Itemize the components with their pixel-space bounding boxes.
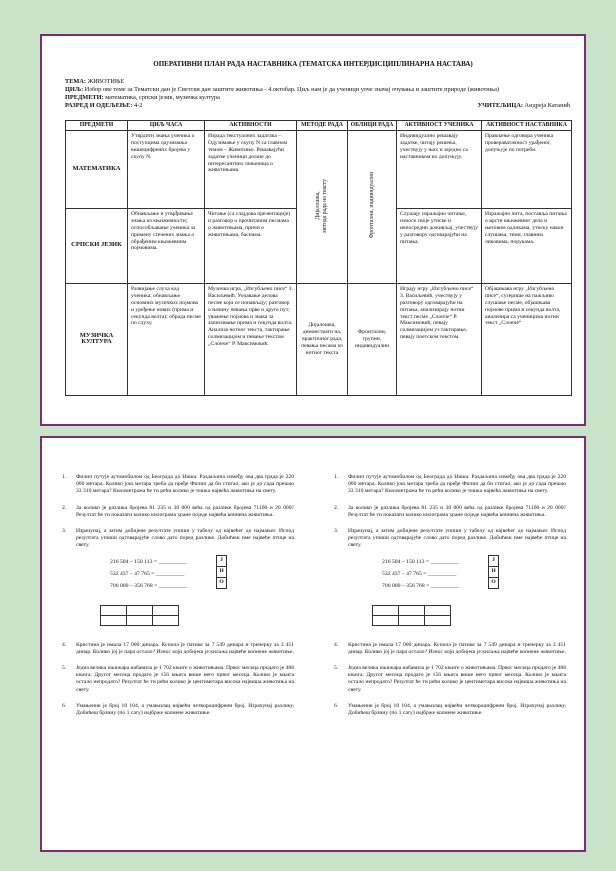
header-subjects: ПРЕДМЕТИ (66, 121, 128, 131)
task-number: 3. (334, 528, 339, 535)
plan-panel (40, 34, 586, 426)
subject-cell: СРПСКИ ЈЕЗИК (66, 208, 128, 283)
header-student-activity: АКТИВНОСТ УЧЕНИКА (397, 121, 482, 131)
task-number: 4. (62, 641, 67, 648)
student-cell: Играју игру „Изгубљено писе“ З. Васиљевић, учествују у разговору одговарајући на питања, анализирају нотни текст песме „Слонче“ Р. Максимовић, певају солмизацијом уз тактирање, певају поетском текстом. (397, 283, 482, 395)
letter-cell: Н (489, 566, 499, 577)
task-number: 5. (334, 665, 339, 672)
task-item (334, 642, 566, 656)
task-item (334, 703, 566, 717)
teacher-cell: Објашњава игру „Изгубљено писе“, сугерише на пажљиво слушање песме, објашњава појмове прима и секунда волта, анализира са ученицима нотни текст „Слонче“ (482, 283, 572, 395)
forms-cell: Фронтални, групни, индивидуални (348, 283, 397, 395)
worksheet-column-left (62, 474, 294, 726)
task-number: 2. (334, 504, 339, 511)
goal-cell: Утврдити знања ученика о поступцима одузимања вишецифрених бројева у скупу N. (128, 130, 205, 208)
task-number: 3. (62, 528, 67, 535)
task-number: 6. (334, 702, 339, 709)
grade-value: 4-2 (134, 102, 143, 109)
worksheet-panel (40, 436, 586, 852)
task-item (62, 474, 294, 496)
answer-cell[interactable] (373, 605, 399, 615)
task-item (334, 505, 566, 519)
methods-cell-merged (297, 130, 348, 283)
forms-cell-merged (348, 130, 397, 283)
task-item (62, 528, 294, 550)
answer-cell[interactable] (373, 615, 399, 625)
letter-cell: Н (217, 566, 227, 577)
letter-cell: О (217, 577, 227, 588)
task-number: 2. (62, 504, 67, 511)
goal-value: Избор ове теме за Тематски дан је Светски дан заштите животиња - 4.октобар. Циљ нам је да ученици уоче значај очувања и заштите природе (животиња) (84, 86, 500, 93)
answer-cell[interactable] (101, 615, 127, 625)
activities-cell: Музичка игра, „Изгубљено писе“ З. Васиљевић. Уочавање делова песме који се понављају; разговор о начину певања прве и друге пут; уважење појмова и знака за записивање прима и секунда волта. Анализа нотног текста, тактирање солмизацијом и певање текстом „Слонче“ Р. Максимовић. (205, 283, 297, 395)
task-text: Једна велика књижара набавила је 1 702 књиге о животињама. Првог месеца продато је 488 књига. Другог месеца продато је 156 књига више него првог месеца. Колико је књига остало непродато? Резултат ће ти рећи колико је центиметара висока највиша животиња на свету. (76, 665, 294, 693)
task-item (62, 642, 294, 656)
letter-cell: О (489, 577, 499, 588)
answer-cell[interactable] (127, 615, 153, 625)
subject-cell: МУЗИЧКА КУЛТУРА (66, 283, 128, 395)
task-number: 5. (62, 665, 67, 672)
teacher-value: Андреја Катанић (524, 102, 570, 109)
task-text: Кристина је имала 17 000 динара. Купила је патике за 7 549 динара и тренерку за 3 451 динар. Колико јој је пара остало? Износ који добијеш је килажа највеће копнене животиње. (348, 641, 566, 655)
activities-cell: Читање (са слајдова презентације) и разговор о прочитаним песмама о животињама, причи о животињама, баснама. (205, 208, 297, 283)
task-text: Једна велика књижара набавила је 1 702 књиге о животињама. Првог месеца продато је 488 књига. Другог месеца продато је 156 књига више него првог месеца. Колико је књига остало непродато? Резултат ће ти рећи колико је центиметара висока највиша животиња на свету. (348, 665, 566, 693)
task-text: Филип путује аутомобилом од Београда до Ниша. Раздаљина између ова два града је 220 000 метара. Колико још метара треба да пређе Филип да би стигао, ако је до сада прешао 33 310 метара? Километража ће ти рећи колико је тешка највећа животиња на свету. (76, 474, 294, 495)
table-row (66, 283, 572, 395)
activities-cell: Израда текстуалних задатака – Одузимање у скупу N са главном темом – Животиње. Решавајући задатке ученици долазе до интересантних чињеница о животињама. (205, 130, 297, 208)
task-text: Кристина је имала 17 000 динара. Купила је патике за 7 549 динара и тренерку за 3 451 динар. Колико јој је пара остало? Износ који добијеш је килажа највеће копнене животиње. (76, 641, 294, 655)
task-item (334, 665, 566, 694)
equations-block (334, 559, 566, 597)
answer-cell[interactable] (399, 615, 425, 625)
student-cell: Индивидуално решавају задатке, читају решења, учествују у њих и заједно са наставником их допуњују. (397, 130, 482, 208)
table-row (66, 130, 572, 208)
header-goal: ЦИЉ ЧАСА (128, 121, 205, 131)
task-number: 6. (62, 702, 67, 709)
plan-header-row (66, 121, 572, 131)
task-item (334, 528, 566, 550)
equation: 216 504 – 150 113 = __________ (110, 558, 187, 565)
header-teacher-activity: АКТИВНОСТ НАСТАВНИКА (482, 121, 572, 131)
worksheet-column-right (334, 474, 566, 726)
methods-text: Дијалошка, метода рада на тексту (315, 178, 328, 233)
answer-grid (100, 605, 179, 626)
answer-cell[interactable] (127, 605, 153, 615)
header-methods: МЕТОДЕ РАДА (297, 121, 348, 131)
task-number: 1. (334, 474, 339, 480)
equations-block (62, 559, 294, 597)
answer-cell[interactable] (399, 605, 425, 615)
task-item (62, 665, 294, 694)
answer-cell[interactable] (153, 605, 179, 615)
task-text: За колико је разлика бројева 81 235 и 30 000 већа од разлике бројева 71100 и 20 000? Резултат ће ти показати колико килограма хране поједе највећа копнена животиња. (76, 504, 294, 518)
task-text: Израчунај, а затим добијене резултате упиши у табелу од највећег до најмањег. Испод резултата упиши одговарајуће слово дато поред разлике. Добићеш име највеће птице на свету. (348, 528, 566, 549)
task-item (62, 505, 294, 519)
equation: 700 000 – 356 768 = __________ (382, 582, 460, 589)
answer-cell[interactable] (101, 605, 127, 615)
letter-cell: Ј (217, 555, 227, 566)
equation: 532 437 – 47 765 = __________ (110, 570, 185, 577)
letter-cell: Ј (489, 555, 499, 566)
subject-cell: МАТЕМАТИКА (66, 130, 128, 208)
goal-cell: Развијање слуха код ученика; обнављање основних музичких појмова и уређење нових (прима и секунда волта); обрада песме по слуху. (128, 283, 205, 395)
task-text: Израчунај, а затим добијене резултате упиши у табелу од највећег до најмањег. Испод резултата упиши одговарајуће слово дато поред разлике. Добићеш име највеће птице на свету. (76, 528, 294, 549)
plan-meta (65, 78, 570, 110)
answer-cell[interactable] (425, 615, 451, 625)
goal-label: ЦИЉ: (65, 86, 84, 93)
subjects-label: ПРЕДМЕТИ: (65, 94, 104, 101)
teacher-cell: Прављење одговора ученика провераватачност урађеног, допуњује по потреби. (482, 130, 572, 208)
plan-title: ОПЕРАТИВНИ ПЛАН РАДА НАСТАВНИКА (ТЕМАТСКА ИНТЕРДИСЦИПЛИНАРНА НАСТАВА) (153, 60, 473, 68)
theme-value: ЖИВОТИЊЕ (87, 78, 125, 85)
header-forms: ОБЛИЦИ РАДА (348, 121, 397, 131)
teacher-label: УЧИТЕЉИЦА: (477, 102, 523, 109)
task-item (334, 474, 566, 496)
task-item (62, 703, 294, 717)
equation: 532 437 – 47 765 = __________ (382, 570, 457, 577)
header-activities: АКТИВНОСТИ (205, 121, 297, 131)
grade-label: РАЗРЕД И ОДЕЉЕЊЕ: (65, 102, 133, 109)
answer-cell[interactable] (153, 615, 179, 625)
task-number: 4. (334, 641, 339, 648)
answer-cell[interactable] (425, 605, 451, 615)
task-number: 1. (62, 474, 67, 480)
student-cell: Слушају изражајно читање, износе своје утиске и непосредни доживљај, учествују у разговору одговарајући на питања. (397, 208, 482, 283)
letters-table (488, 555, 499, 589)
theme-label: ТЕМА: (65, 78, 86, 85)
subjects-value: математика, српски језик, музичка култура (105, 94, 220, 101)
goal-cell: Обнављање и утврђивање знања из књижевности; оспособљавање ученика за примену стечених знања о обрађеним књижевним појмовима. (128, 208, 205, 283)
equation: 216 504 – 150 113 = __________ (382, 558, 459, 565)
teacher-cell: Изражајно чита, поставља питања о врсти књижевног дела и његовим одликама, утиску након слушања, теми, главним ликовима, порукама. (482, 208, 572, 283)
task-text: Филип путује аутомобилом од Београда до Ниша. Раздаљина између ова два града је 220 000 метара. Колико још метара треба да пређе Филип да би стигао, ако је до сада прешао 33 310 метара? Километража ће ти рећи колико је тешка највећа животиња на свету. (348, 474, 566, 495)
equation: 700 000 – 356 768 = __________ (110, 582, 188, 589)
plan-table (65, 120, 572, 396)
forms-text: Фронтални, индивидуални (368, 172, 375, 239)
answer-grid (372, 605, 451, 626)
task-text: За колико је разлика бројева 81 235 и 30 000 већа од разлике бројева 71100 и 20 000? Резултат ће ти показати колико килограма хране поједе највећа копнена животиња. (348, 504, 566, 518)
task-text: Умањеник је број 10 104, а умањилац највећи четвороцифрени број. Израчунај разлику. Добићеш брзину (по 1 сату) најбрже копнене животиње. (76, 702, 294, 717)
task-text: Умањеник је број 10 104, а умањилац највећи четвороцифрени број. Израчунај разлику. Добићеш брзину (по 1 сату) најбрже копнене животиње. (348, 702, 566, 717)
letters-table (216, 555, 227, 589)
methods-cell: Дијалошка, демонстрати на, практичног рада, певања песама из нотног текста (297, 283, 348, 395)
